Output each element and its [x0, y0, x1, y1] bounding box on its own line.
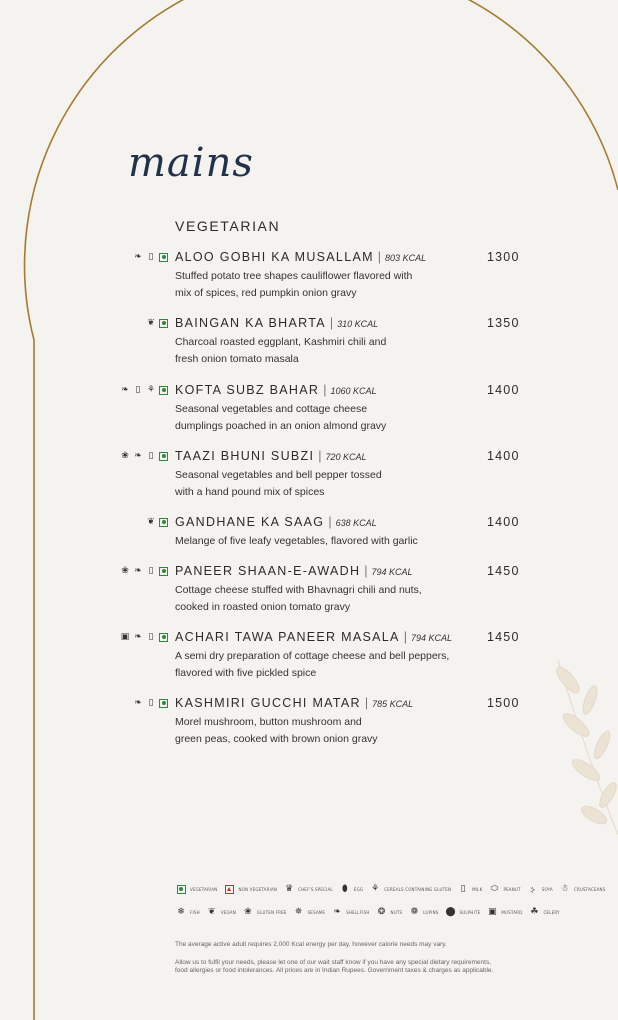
vegetarian-icon [159, 253, 168, 262]
milk-icon: ▯ [148, 698, 154, 708]
dietary-icons [120, 564, 168, 578]
shellfish-icon: ❧ [134, 451, 142, 461]
legend-label: SHELLFISH [346, 909, 370, 915]
item-name: GANDHANE KA SAAG | 638 KCAL [175, 515, 377, 529]
legend-item [175, 883, 217, 895]
legend-label: SESAME [307, 909, 326, 915]
legend-label: NON VEGETARIAN [238, 886, 278, 892]
dietary-icons [146, 515, 168, 529]
item-name: KOFTA SUBZ BAHAR | 1060 KCAL [175, 383, 377, 397]
dietary-icons [146, 316, 168, 330]
legend-item [457, 883, 482, 895]
legend-item [559, 883, 606, 895]
legend-label: MUSTARD [501, 909, 523, 915]
item-kcal: 803 KCAL [385, 253, 427, 263]
dietary-icons [120, 449, 168, 463]
dietary-note-line2: food allergies or food intolerances. All prices are in Indian Rupees. Government taxes & charges as applicable. [175, 967, 494, 974]
milk-icon: ▯ [148, 566, 154, 576]
item-description: Cottage cheese stuffed with Bhavnagri chili and nuts, cooked in roasted onion tomato gravy [175, 584, 422, 613]
soya-icon: ⸖ [530, 885, 536, 896]
calorie-note: The average active adult requires 2,000 Kcal energy per day, however calorie needs may vary. [175, 941, 447, 948]
legend-item [488, 883, 520, 895]
legend-row-1 [175, 883, 606, 896]
vegetarian-icon [159, 452, 168, 461]
vegan-icon: ❦ [147, 318, 155, 328]
item-name: ACHARI TAWA PANEER MASALA | 794 KCAL [175, 630, 452, 644]
legend-label: VEGAN [220, 909, 236, 915]
legend-label: CEREALS CONTAINING GLUTEN [384, 886, 452, 892]
legend-label: LUPINS [423, 909, 439, 915]
legend-item [175, 906, 200, 918]
item-description: Charcoal roasted eggplant, Kashmiri chili and fresh onion tomato masala [175, 336, 387, 365]
vegetarian-icon [159, 386, 168, 395]
shellfish-icon: ❧ [134, 252, 142, 262]
legend-item [339, 883, 363, 895]
item-price: 1450 [487, 564, 520, 578]
item-name: TAAZI BHUNI SUBZI | 720 KCAL [175, 449, 367, 463]
legend-item [445, 906, 481, 918]
legend-label: CHEF'S SPECIAL [298, 886, 333, 892]
legend-label: CRUSTACEANS [573, 886, 606, 892]
item-kcal: 638 KCAL [335, 518, 377, 528]
legend-item [376, 906, 403, 918]
item-description: Stuffed potato tree shapes cauliflower flavored with mix of spices, red pumpkin onion gravy [175, 270, 413, 299]
legend-item [527, 883, 553, 895]
legend-label: MILK [472, 886, 483, 892]
legend-label: PEANUT [503, 886, 521, 892]
vegetarian-icon [159, 518, 168, 527]
milk-icon: ▯ [148, 252, 154, 262]
legend-item [331, 906, 369, 918]
egg-icon: ⬮ [342, 884, 348, 894]
milk-icon: ▯ [135, 385, 141, 395]
item-name: BAINGAN KA BHARTA | 310 KCAL [175, 316, 379, 330]
vegetarian-icon [177, 885, 186, 894]
crustaceans-icon: ☃ [560, 884, 569, 894]
legend-item [486, 906, 522, 918]
shellfish-icon: ❧ [134, 632, 142, 642]
item-description: Seasonal vegetables and cottage cheese dumplings poached in an onion almond gravy [175, 403, 387, 432]
vegan-icon: ❦ [147, 517, 155, 527]
item-price: 1350 [487, 316, 520, 330]
legend-item [206, 906, 236, 918]
item-price: 1300 [487, 250, 520, 264]
item-description: A semi dry preparation of cottage cheese and bell peppers, flavored with five pickled spice [175, 650, 450, 679]
cereals-icon: ⚘ [146, 385, 156, 395]
legend-label: EGG [353, 886, 364, 892]
leaf-decoration-icon [528, 640, 618, 840]
lupins-icon: ❁ [410, 907, 418, 917]
dietary-icons [133, 696, 168, 710]
legend-row-2 [175, 906, 575, 918]
vegetarian-icon [159, 567, 168, 576]
shellfish-icon: ❧ [121, 385, 129, 395]
legend-item [528, 906, 559, 918]
legend-item [369, 883, 451, 895]
vegetarian-icon [159, 633, 168, 642]
item-price: 1400 [487, 449, 520, 463]
chefs-special-icon: ♛ [285, 884, 294, 894]
legend-label: SULPHITE [459, 909, 481, 915]
item-kcal: 785 KCAL [372, 699, 414, 709]
peanut-icon: ⬭ [490, 884, 499, 894]
legend-label: GLUTEN FREE [256, 909, 287, 915]
legend-item [408, 906, 438, 918]
milk-icon: ▯ [460, 884, 466, 894]
legend-label: VEGETARIAN [190, 886, 218, 892]
shellfish-icon: ❧ [333, 907, 341, 917]
item-kcal: 310 KCAL [337, 319, 379, 329]
dietary-icons [120, 383, 168, 397]
legend-label: SOYA [541, 886, 553, 892]
fish-icon: ❄ [177, 907, 185, 917]
item-name: KASHMIRI GUCCHI MATAR | 785 KCAL [175, 696, 414, 710]
dietary-icons [133, 250, 168, 264]
dietary-icons [120, 630, 168, 644]
mustard-icon: ▣ [488, 907, 497, 917]
vegetarian-icon [159, 319, 168, 328]
legend-item [293, 906, 326, 918]
sesame-icon: ✵ [294, 907, 303, 917]
item-price: 1500 [487, 696, 520, 710]
legend-item [242, 906, 287, 918]
item-kcal: 794 KCAL [410, 633, 452, 643]
sulphite-icon: ⬤ [445, 907, 456, 917]
nuts-icon: ❂ [377, 907, 386, 917]
item-price: 1400 [487, 383, 520, 397]
gluten-free-icon: ❀ [121, 566, 129, 576]
shellfish-icon: ❧ [134, 566, 142, 576]
item-price: 1450 [487, 630, 520, 644]
vegetarian-icon [159, 699, 168, 708]
item-name: ALOO GOBHI KA MUSALLAM | 803 KCAL [175, 250, 427, 264]
item-description: Melange of five leafy vegetables, flavored with garlic [175, 535, 418, 547]
legend-label: FISH [190, 909, 200, 915]
item-name: PANEER SHAAN-E-AWADH | 794 KCAL [175, 564, 413, 578]
mustard-icon: ▣ [120, 632, 130, 642]
shellfish-icon: ❧ [134, 698, 142, 708]
celery-icon: ☘ [530, 907, 539, 917]
cereals-icon: ⚘ [371, 884, 380, 894]
gluten-free-icon: ❀ [244, 907, 252, 917]
non-vegetarian-icon [225, 885, 234, 894]
item-description: Morel mushroom, button mushroom and green peas, cooked with brown onion gravy [175, 716, 378, 745]
legend-item [283, 883, 333, 895]
item-price: 1400 [487, 515, 520, 529]
section-heading: VEGETARIAN [175, 218, 281, 234]
legend-item [223, 883, 277, 895]
milk-icon: ▯ [148, 451, 154, 461]
vegan-icon: ❦ [208, 907, 216, 917]
legend-label: CELERY [543, 909, 560, 915]
item-kcal: 1060 KCAL [330, 386, 377, 396]
page-title: mains [128, 140, 254, 186]
dietary-note-line1: Allow us to fulfil your needs, please let one of our wait staff know if you have any special dietary requirements, [175, 959, 492, 966]
legend-label: NUTS [390, 909, 403, 915]
item-kcal: 720 KCAL [325, 452, 367, 462]
item-description: Seasonal vegetables and bell pepper tossed with a hand pound mix of spices [175, 469, 382, 498]
gluten-free-icon: ❀ [121, 451, 129, 461]
milk-icon: ▯ [148, 632, 154, 642]
item-kcal: 794 KCAL [371, 567, 413, 577]
